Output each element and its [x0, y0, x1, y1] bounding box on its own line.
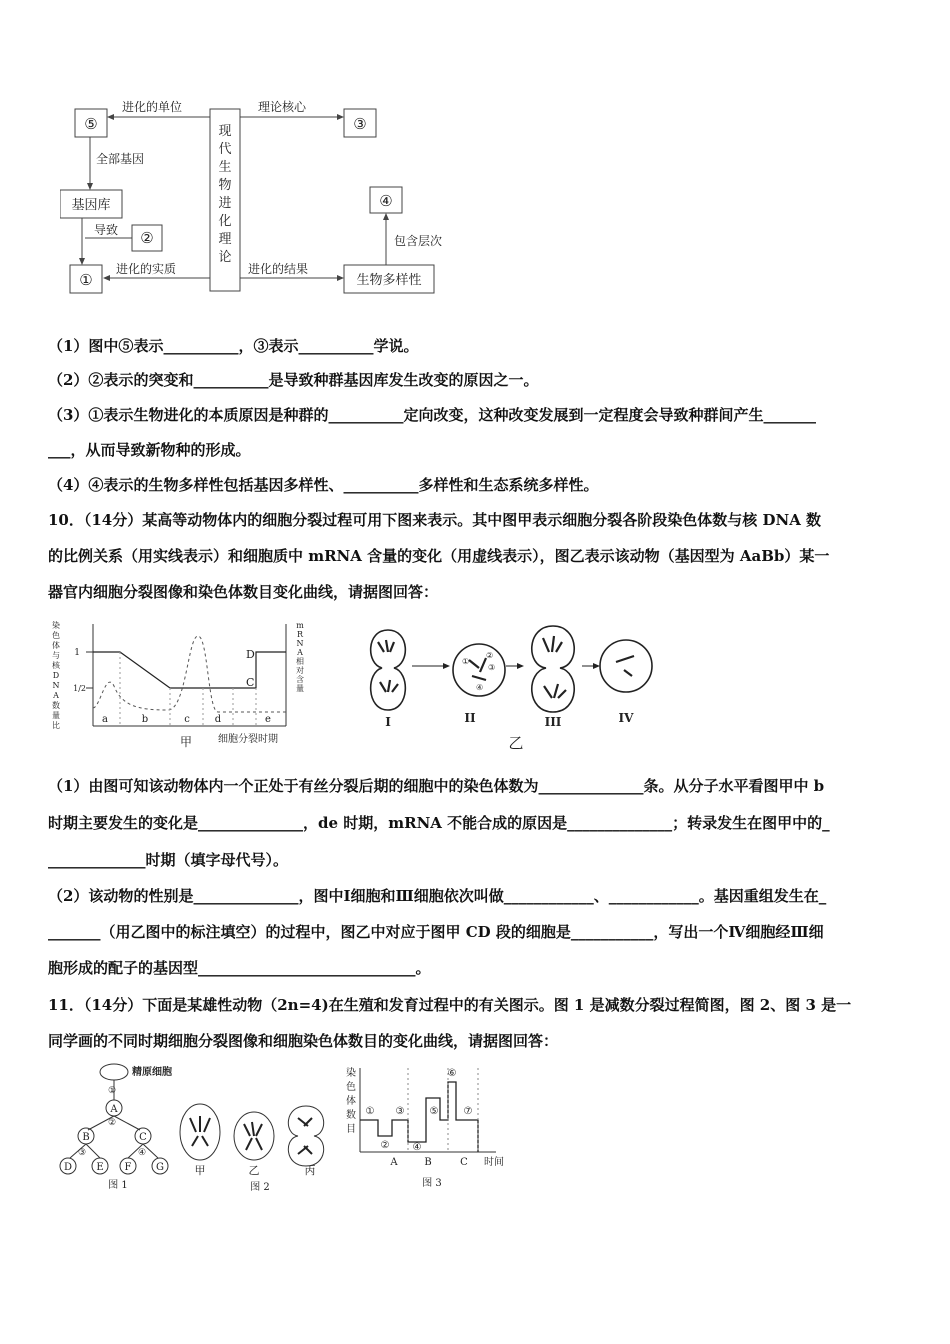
label-cause: 导致	[94, 223, 119, 237]
tree-node-a: A	[110, 1104, 118, 1115]
label-levels: 包含层次	[394, 234, 443, 248]
seg-2: ②	[380, 1140, 390, 1151]
box-5: ⑤	[84, 115, 98, 133]
ratio-solid-line	[93, 652, 286, 688]
seg-5: ⑤	[429, 1106, 439, 1117]
point-d: D	[246, 648, 255, 661]
curve-y-label: 染色体数目	[346, 1068, 356, 1135]
q9-line-4: ___，从而导致新物种的形成。	[48, 441, 251, 459]
cell-label-iii: III	[544, 715, 562, 729]
tree-node-c: C	[139, 1132, 147, 1143]
caption-jia: 甲	[179, 735, 193, 749]
caption-fig3: 图 3	[422, 1178, 442, 1189]
cell2-num-2: ②	[486, 651, 494, 660]
q9-line-1: （1）图中⑤表示__________，③表示__________学说。	[48, 337, 419, 355]
caption-yi: 乙	[508, 734, 524, 752]
x-tick-c: C	[460, 1157, 468, 1168]
phase-a: a	[102, 714, 108, 725]
cell-label-iv: IV	[618, 711, 634, 725]
tree-step-4: ④	[138, 1148, 147, 1158]
q10-ans-5: _______（用乙图中的标注填空）的过程中，图乙中对应于图甲 CD 段的细胞是___________，写出一个Ⅳ细胞经Ⅲ细	[48, 923, 824, 941]
center-label: 现代生物进化理论	[218, 124, 232, 265]
tree-node-d: D	[63, 1162, 73, 1173]
tree-node-e: E	[96, 1162, 104, 1173]
cell-yi: 乙	[248, 1164, 260, 1177]
tree-node-g: G	[156, 1162, 164, 1173]
caption-fig2: 图 2	[250, 1182, 270, 1192]
tree-node-f: F	[124, 1162, 132, 1173]
graph-y-label: 染色体与核 D N A 数量比	[52, 621, 60, 730]
seg-3: ③	[395, 1106, 405, 1117]
evolution-concept-map	[60, 95, 480, 305]
y-tick-1: 1	[74, 648, 80, 658]
cell2-num-3: ③	[488, 663, 496, 672]
cell-bing: 丙	[304, 1164, 316, 1177]
tree-step-2: ②	[108, 1118, 117, 1128]
seg-4: ④	[412, 1142, 422, 1153]
label-all-genes: 全部基因	[96, 152, 145, 166]
tree-step-1: ①	[108, 1086, 117, 1096]
q10-ans-3: _____________时期（填字母代号）。	[48, 851, 289, 869]
label-essence: 进化的实质	[116, 262, 177, 276]
q10-line-3: 器官内细胞分裂图像和染色体数目变化曲线，请据图回答：	[48, 583, 439, 601]
tree-step-3: ③	[78, 1148, 87, 1158]
cell2-num-1: ①	[462, 657, 470, 666]
box-1: ①	[79, 271, 93, 289]
phase-d: d	[214, 714, 222, 725]
caption-fig1: 图 1	[108, 1180, 128, 1191]
q11-line-1: 11．（14分）下面是某雄性动物（2n=4)在生殖和发育过程中的有关图示。图 1 是减数分裂过程简图，图 2、图 3 是一	[48, 996, 852, 1014]
y-tick-half: 1/2	[73, 684, 86, 693]
q9-line-3: （3）①表示生物进化的本质原因是种群的__________定向改变，这种改变发展到一定程度会导致种群间产生_______	[48, 406, 816, 424]
box-4: ④	[379, 192, 393, 210]
cell-label-i: I	[385, 715, 391, 729]
label-result: 进化的结果	[248, 262, 309, 276]
q10-line-1: 10．（14分）某高等动物体内的细胞分裂过程可用下图来表示。其中图甲表示细胞分裂各阶段染色体数与核 DNA 数	[48, 511, 822, 529]
x-label-time: 时间	[484, 1157, 504, 1168]
phase-c: c	[184, 714, 190, 725]
q10-ans-2: 时期主要发生的变化是______________，de 时期，mRNA 不能合成的原因是______________；转录发生在图甲中的_	[48, 814, 830, 832]
mrna-dashed-line	[93, 636, 286, 712]
seg-1: ①	[365, 1106, 375, 1117]
meiosis-figure	[48, 1062, 528, 1192]
x-tick-b: B	[424, 1157, 432, 1168]
seg-6: ⑥	[447, 1068, 457, 1079]
q10-ans-4: （2）该动物的性别是______________，图中Ⅰ细胞和Ⅲ细胞依次叫做____________、____________。基因重组发生在_	[48, 887, 827, 905]
q11-line-2: 同学画的不同时期细胞分裂图像和细胞染色体数目的变化曲线，请据图回答：	[48, 1032, 559, 1050]
label-core: 理论核心	[258, 100, 307, 114]
q10-ans-1: （1）由图可知该动物体内一个正处于有丝分裂后期的细胞中的染色体数为______________条。从分子水平看图甲中 b	[48, 777, 825, 795]
box-3: ③	[353, 115, 367, 133]
q9-line-5: （4）④表示的生物多样性包括基因多样性、__________多样性和生态系统多样性。	[48, 476, 599, 494]
tree-root: 精原细胞	[132, 1067, 172, 1078]
cell2-num-4: ④	[476, 683, 484, 692]
seg-7: ⑦	[463, 1106, 473, 1117]
label-unit: 进化的单位	[122, 100, 183, 114]
graph-y2-label: m R N A 相对含量	[296, 621, 304, 693]
box-biodiversity: 生物多样性	[356, 273, 422, 288]
cell-label-ii: II	[464, 711, 476, 725]
phase-e: e	[265, 714, 271, 725]
box-gene-pool: 基因库	[71, 198, 111, 213]
x-tick-a: A	[390, 1157, 398, 1168]
graph-x-label: 细胞分裂时期	[218, 734, 278, 745]
tree-node-b: B	[82, 1132, 90, 1143]
phase-b: b	[141, 714, 149, 725]
point-c: C	[246, 676, 255, 689]
cell-jia: 甲	[194, 1164, 206, 1177]
box-2: ②	[140, 229, 154, 247]
q10-ans-6: 胞形成的配子的基因型_____________________________。	[48, 959, 431, 977]
cell-division-figure	[48, 618, 668, 758]
q9-line-2: （2）②表示的突变和__________是导致种群基因库发生改变的原因之一。	[48, 371, 539, 389]
q10-line-2: 的比例关系（用实线表示）和细胞质中 mRNA 含量的变化（用虚线表示），图乙表示该动物（基因型为 AaBb）某一	[48, 547, 830, 565]
